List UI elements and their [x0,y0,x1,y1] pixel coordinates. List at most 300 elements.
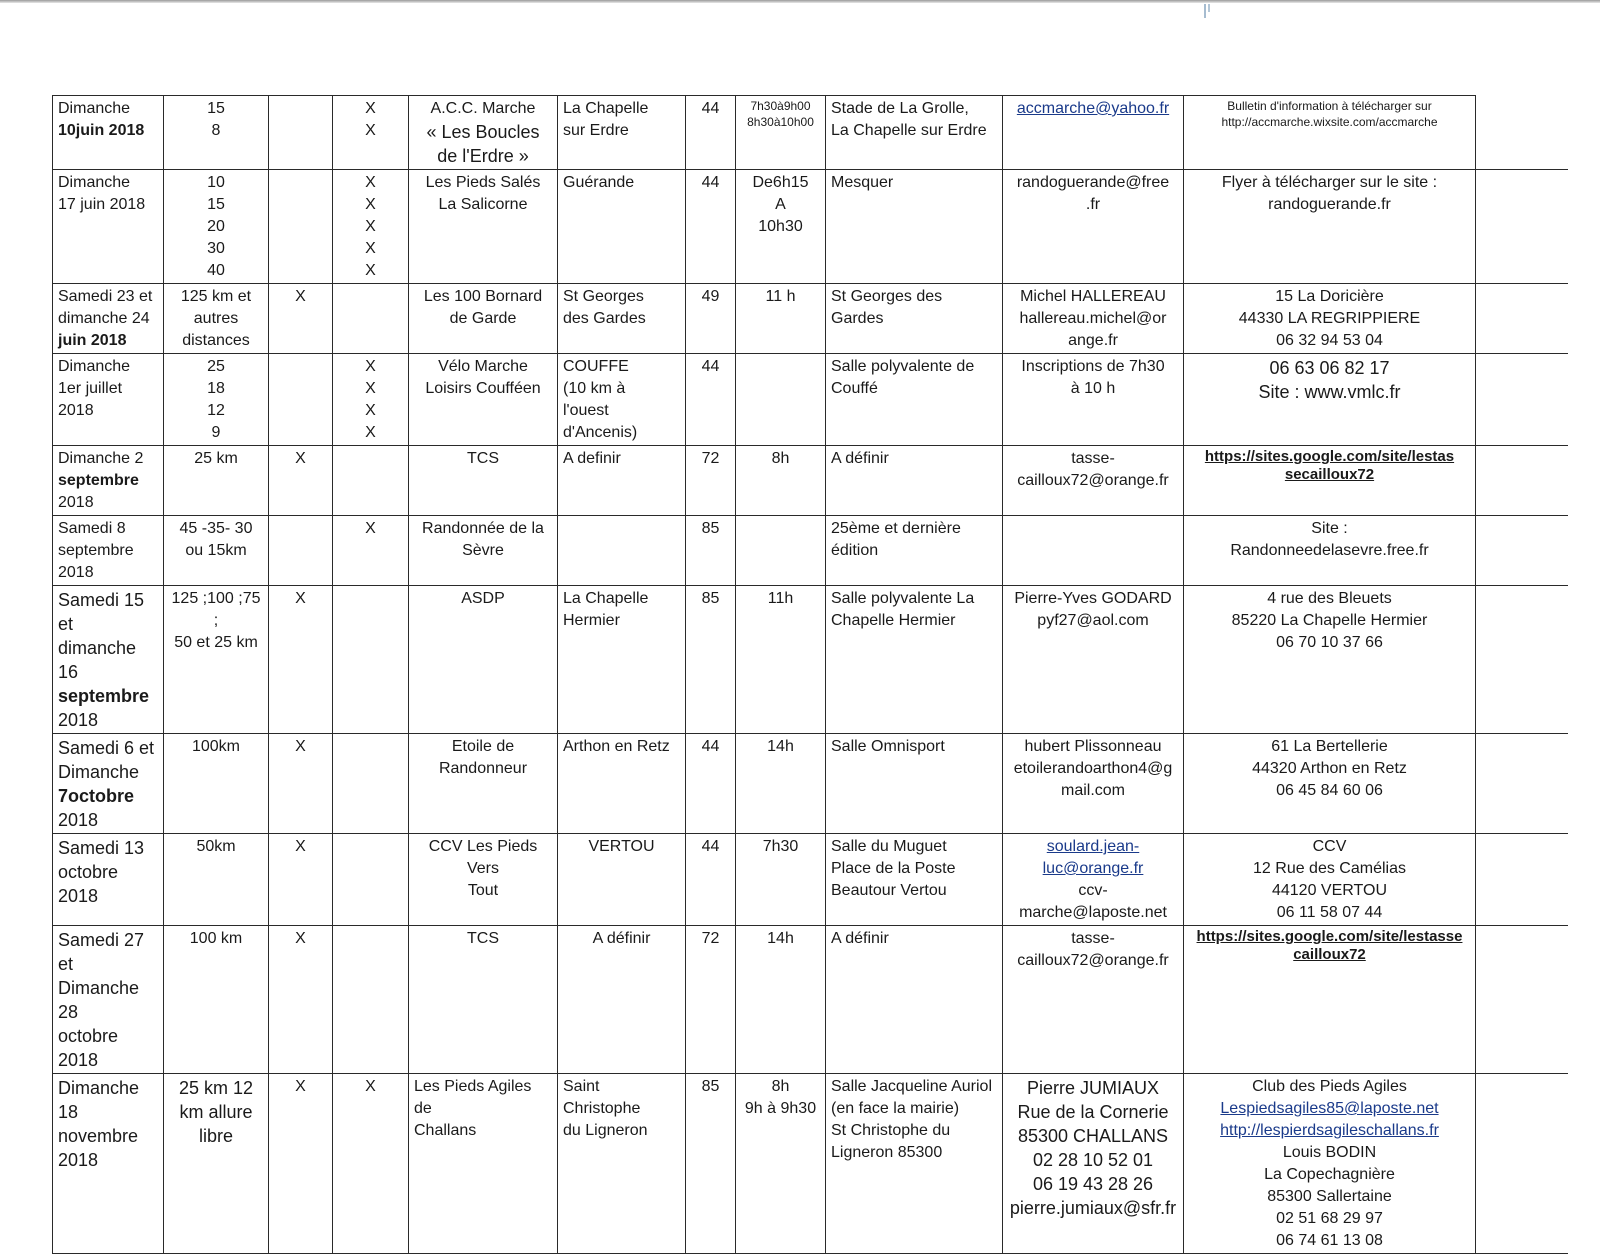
contact-line: ange.fr [1068,332,1118,349]
organizer-line: « Les Boucles [426,122,540,142]
meeting-place-line: Couffé [831,380,878,397]
contact-cell [1003,170,1184,284]
mark-column-1-line: X [295,288,306,305]
info-line: Louis BODIN [1282,1144,1377,1161]
distances-cell [164,170,269,284]
mark-column-2-line: X [365,218,376,235]
mark-column-2-cell [333,516,409,586]
table-row [53,834,1568,926]
contact-line: 85300 CHALLANS [1017,1126,1169,1146]
contact-line: ccv- [1078,882,1108,899]
contact-line: .fr [1085,196,1101,213]
mark-column-2-line: X [365,358,376,375]
info-line: 85300 Sallertaine [1267,1188,1392,1205]
distances-cell [164,284,269,354]
event-date-line: Dimanche [58,100,131,117]
meeting-place-cell [826,834,1003,926]
department-cell [686,834,736,926]
info-cell [1184,354,1476,446]
locality-line: des Gardes [563,310,646,327]
contact-line: tasse- [1071,450,1115,467]
meeting-place-line: A définir [831,450,889,467]
event-date-line: Samedi 6 et [58,738,155,758]
contact-cell [1003,96,1184,170]
event-date-cell [53,446,164,516]
event-date-cell [53,926,164,1074]
start-time-line: 8h [771,1078,790,1095]
department-cell [686,446,736,516]
distances-cell [164,926,269,1074]
info-cell [1184,284,1476,354]
info-line: 02 51 68 29 97 [1276,1210,1383,1227]
mark-column-2-cell [333,354,409,446]
event-date-line: Dimanche [58,174,131,191]
table-row [53,446,1568,516]
trailing-cell [1476,170,1568,284]
event-date-cell [53,284,164,354]
contact-line: Michel HALLEREAU [1020,288,1166,305]
event-date-line: Dimanche 28 [58,978,140,1022]
contact-line: hallereau.michel@or [1019,310,1167,327]
info-line: 4 rue des Bleuets [1267,590,1392,607]
mark-column-2-cell [333,734,409,834]
table-row [53,354,1568,446]
mark-column-1-line: X [295,450,306,467]
start-time-line: 8h [771,450,790,467]
event-date-line: 2018 [58,564,94,581]
event-date-line: Dimanche [58,762,140,782]
department-line: 44 [701,100,720,117]
table-row [53,926,1568,1074]
meeting-place-cell [826,926,1003,1074]
organizer-cell [409,586,558,734]
distances-line: 30 [207,240,225,257]
event-date-line: Samedi 27 et [58,930,145,974]
start-time-cell [736,834,826,926]
mark-column-2-line: X [365,380,376,397]
distances-line: 12 [207,402,225,419]
organizer-line: CCV Les Pieds Vers [428,838,538,877]
event-date-cell [53,170,164,284]
organizer-line: A.C.C. Marche [430,100,536,117]
info-line: http://accmarche.wixsite.com/accmarche [1221,115,1438,129]
department-line: 72 [701,930,720,947]
locality-cell [558,586,686,734]
mark-column-1-line: X [295,930,306,947]
department-cell [686,516,736,586]
locality-line: sur Erdre [563,122,629,139]
organizer-line: Loisirs Coufféen [425,380,541,397]
department-cell [686,734,736,834]
mark-column-2-line: X [365,424,376,441]
department-cell [686,170,736,284]
organizer-line: de l'Erdre » [437,146,529,166]
mark-column-1-cell [269,354,333,446]
contact-cell [1003,586,1184,734]
distances-line: 25 km [194,450,238,467]
event-date-line: Samedi 23 et [58,288,153,305]
meeting-place-line: A définir [831,930,889,947]
info-line: 06 32 94 53 04 [1276,332,1383,349]
distances-line: ou 15km [185,542,247,559]
info-line: 15 La Doricière [1275,288,1384,305]
distances-cell [164,516,269,586]
meeting-place-cell [826,354,1003,446]
meeting-place-line: St Christophe du [831,1122,951,1139]
distances-line: 40 [207,262,225,279]
info-line: 06 63 06 82 17 [1269,358,1390,378]
contact-line: Rue de la Cornerie [1017,1102,1169,1122]
distances-line: 9 [211,424,221,441]
meeting-place-line: Salle polyvalente de [831,358,975,375]
start-time-line: A [775,196,786,213]
department-line: 49 [701,288,720,305]
distances-line: 25 km 12 [178,1078,254,1098]
info-cell [1184,834,1476,926]
event-date-cell [53,516,164,586]
mark-column-2-line: X [365,240,376,257]
info-line: 12 Rue des Camélias [1253,860,1406,877]
trailing-cell [1476,284,1568,354]
info-cell [1184,734,1476,834]
department-line: 44 [701,174,720,191]
contact-cell [1003,516,1184,586]
trailing-cell [1476,734,1568,834]
distances-line: 100km [191,738,241,755]
mark-column-1-cell [269,834,333,926]
distances-line: 50 et 25 km [174,634,258,651]
locality-cell [558,834,686,926]
department-line: 44 [701,838,720,855]
info-line: 44320 Arthon en Retz [1252,760,1407,777]
mark-column-1-cell [269,734,333,834]
meeting-place-line: Salle du Muguet [831,838,947,855]
mark-column-2-line: X [365,100,376,117]
info-cell [1184,516,1476,586]
locality-cell [558,926,686,1074]
info-line[interactable]: secailloux72 [1284,466,1375,483]
event-date-line: Dimanche 2 [58,450,144,467]
contact-cell [1003,734,1184,834]
event-date-line: dimanche 16 [58,638,137,682]
meeting-place-line: 25ème et dernière [831,520,961,537]
department-cell [686,96,736,170]
locality-line: Guérande [563,174,635,191]
schedule-body [53,96,1568,1254]
event-date-line: Dimanche 18 [58,1078,140,1122]
info-line: Bulletin d'information à télécharger sur [1227,99,1432,113]
organizer-cell [409,284,558,354]
distances-line: 50km [196,838,236,855]
info-line[interactable]: Lespiedsagiles85@laposte.net [1220,1100,1439,1117]
locality-cell [558,734,686,834]
department-line: 85 [701,1078,720,1095]
meeting-place-line: La Chapelle sur Erdre [831,122,987,139]
department-line: 44 [701,738,720,755]
distances-line: 15 [207,100,225,117]
mark-column-2-cell [333,96,409,170]
mark-column-2-line: X [365,122,376,139]
info-cell [1184,446,1476,516]
locality-cell [558,354,686,446]
mark-column-1-cell [269,170,333,284]
mark-column-2-cell [333,170,409,284]
distances-line: distances [182,332,250,349]
organizer-line: Sèvre [462,542,504,559]
event-date-line: 17 juin 2018 [58,196,146,213]
meeting-place-cell [826,96,1003,170]
event-date-line: novembre [58,1126,139,1146]
contact-line: tasse- [1071,930,1115,947]
locality-line: (10 km à [563,380,626,397]
info-line[interactable]: https://sites.google.com/site/lestas [1204,448,1455,465]
contact-line[interactable]: soulard.jean- [1046,838,1140,855]
distances-cell [164,734,269,834]
start-time-cell [736,586,826,734]
info-line: Site : www.vmlc.fr [1258,382,1401,402]
meeting-place-line: Beautour Vertou [831,882,947,899]
department-line: 44 [701,358,720,375]
info-line: Flyer à télécharger sur le site : [1221,174,1438,191]
meeting-place-cell [826,586,1003,734]
start-time-line: De6h15 [752,174,809,191]
contact-cell [1003,284,1184,354]
meeting-place-line: Stade de La Grolle, [831,100,969,117]
locality-cell [558,446,686,516]
event-schedule-table [52,95,1568,1254]
start-time-cell [736,284,826,354]
distances-line: 10 [207,174,225,191]
meeting-place-cell [826,284,1003,354]
organizer-line: Les 100 Bornard [423,288,543,305]
table-row [53,96,1568,170]
meeting-place-cell [826,734,1003,834]
contact-line: hubert Plissonneau [1024,738,1162,755]
organizer-line: La Salicorne [438,196,528,213]
organizer-line: Randonneur [438,760,528,777]
organizer-line: ASDP [461,590,505,607]
contact-line: à 10 h [1070,380,1116,397]
event-date-line: 2018 [58,402,94,419]
contact-line: cailloux72@orange.fr [1017,952,1169,969]
organizer-cell [409,926,558,1074]
start-time-cell [736,354,826,446]
distances-cell [164,96,269,170]
info-line: 61 La Bertellerie [1271,738,1388,755]
mark-column-2-line: X [365,196,376,213]
contact-line: 06 19 43 28 26 [1032,1174,1154,1194]
mark-column-1-line: X [295,590,306,607]
locality-line: Arthon en Retz [563,738,670,755]
info-line: 06 74 61 13 08 [1276,1232,1383,1249]
organizer-cell [409,734,558,834]
organizer-line: Les Pieds Agiles de [414,1078,532,1117]
organizer-cell [409,516,558,586]
organizer-cell [409,354,558,446]
distances-cell [164,586,269,734]
info-cell [1184,926,1476,1074]
mark-column-2-cell [333,834,409,926]
department-cell [686,354,736,446]
event-date-cell [53,586,164,734]
mark-column-1-cell [269,516,333,586]
start-time-line: 7h30à9h00 [750,99,811,113]
event-date-line: Samedi 13 [58,838,145,858]
contact-line: cailloux72@orange.fr [1017,472,1169,489]
contact-cell [1003,834,1184,926]
info-line[interactable]: cailloux72 [1293,946,1366,963]
distances-line: 8 [211,122,221,139]
info-cell [1184,96,1476,170]
contact-line: mail.com [1060,782,1125,799]
contact-line[interactable]: luc@orange.fr [1042,860,1144,877]
mark-column-2-line: X [365,1078,376,1095]
organizer-line: Etoile de [451,738,515,755]
event-date-line: juin 2018 [58,332,127,349]
info-line: randoguerande.fr [1268,196,1391,213]
distances-line: libre [198,1126,233,1146]
locality-cell [558,96,686,170]
start-time-cell [736,170,826,284]
contact-cell [1003,446,1184,516]
trailing-cell [1476,926,1568,1074]
event-date-line: septembre [58,472,139,489]
info-line: 44330 LA REGRIPPIERE [1238,310,1421,327]
start-time-cell [736,516,826,586]
event-date-line: dimanche 24 [58,310,150,327]
event-date-line: octobre 2018 [58,862,119,906]
info-line: Randonneedelasevre.free.fr [1230,542,1429,559]
locality-line: l'ouest [563,402,609,419]
mark-column-2-line: X [365,262,376,279]
trailing-cell [1476,516,1568,586]
organizer-line: Randonnée de la [422,520,544,537]
scan-top-edge [0,0,1600,3]
locality-line: du Ligneron [563,1122,648,1139]
contact-line: Pierre JUMIAUX [1026,1078,1160,1098]
table-row [53,516,1568,586]
department-cell [686,926,736,1074]
organizer-line: Vélo Marche [438,358,528,375]
start-time-line: 11h [767,590,794,607]
mark-column-1-cell [269,284,333,354]
trailing-cell [1476,354,1568,446]
table-row [53,586,1568,734]
mark-column-1-cell [269,446,333,516]
event-date-line: 7octobre [58,786,135,806]
organizer-cell [409,834,558,926]
info-line: La Copechagnière [1264,1166,1395,1183]
department-line: 85 [701,520,720,537]
mark-column-1-cell [269,926,333,1074]
trailing-cell [1476,96,1568,170]
distances-line: 125 km et [180,288,252,305]
event-date-cell [53,96,164,170]
distances-line: autres [193,310,239,327]
organizer-line: Challans [414,1122,477,1139]
organizer-line: de Garde [449,310,517,327]
trailing-cell [1476,586,1568,734]
event-date-line: 2018 [58,710,99,730]
locality-line: d'Ancenis) [563,424,638,441]
info-line: Club des Pieds Agiles [1252,1078,1407,1095]
meeting-place-line: Salle Omnisport [831,738,945,755]
locality-line: A définir [592,930,651,947]
meeting-place-cell [826,170,1003,284]
mark-column-2-cell [333,446,409,516]
locality-line: Saint Christophe [563,1078,641,1117]
locality-cell [558,170,686,284]
meeting-place-cell [826,516,1003,586]
mark-column-1-cell [269,96,333,170]
info-cell [1184,170,1476,284]
organizer-line: Les Pieds Salés [425,174,541,191]
info-line[interactable]: https://sites.google.com/site/lestasse [1196,928,1463,945]
info-line: CCV [1312,838,1347,855]
organizer-cell [409,96,558,170]
start-time-cell [736,96,826,170]
event-date-line: 10juin 2018 [58,122,145,139]
distances-line: km allure [179,1102,253,1122]
distances-line: 125 ;100 ;75 ; [171,590,261,629]
organizer-cell [409,170,558,284]
event-date-line: septembre [58,542,134,559]
event-date-cell [53,354,164,446]
event-date-cell [53,834,164,926]
info-line: Site : [1311,520,1348,537]
distances-line: 100 km [189,930,243,947]
event-date-line: septembre [58,686,150,706]
distances-line: 20 [207,218,225,235]
organizer-line: TCS [467,930,499,947]
meeting-place-line: Gardes [831,310,884,327]
meeting-place-line: édition [831,542,879,559]
contact-line[interactable]: accmarche@yahoo.fr [1016,100,1170,117]
event-date-line: 2018 [58,810,99,830]
start-time-cell [736,446,826,516]
contact-cell [1003,926,1184,1074]
locality-line: St Georges [563,288,644,305]
meeting-place-line: Salle polyvalente La [831,590,975,607]
start-time-line: 11 h [765,288,796,305]
mark-column-1-line: X [295,1078,306,1095]
info-line[interactable]: http://lespierdsagileschallans.fr [1220,1122,1439,1139]
locality-line: Hermier [563,612,620,629]
distances-cell [164,354,269,446]
contact-line: pierre.jumiaux@sfr.fr [1009,1198,1177,1218]
event-date-line: 2018 [58,494,94,511]
info-cell [1184,586,1476,734]
mark-column-2-line: X [365,520,376,537]
distances-cell [164,834,269,926]
locality-line: La Chapelle [563,100,649,117]
scan-mark [1208,4,1210,12]
organizer-line: TCS [467,450,499,467]
locality-cell [558,284,686,354]
start-time-line: 10h30 [758,218,803,235]
contact-line: 02 28 10 52 01 [1032,1150,1154,1170]
table-row [53,734,1568,834]
locality-line: COUFFE [563,358,629,375]
mark-column-1-cell [269,586,333,734]
start-time-cell [736,926,826,1074]
contact-line: Pierre-Yves GODARD [1014,590,1172,607]
meeting-place-line: Salle Jacqueline Auriol [831,1078,992,1095]
department-cell [686,284,736,354]
department-line: 72 [701,450,720,467]
locality-line: A definir [563,450,621,467]
meeting-place-line: Place de la Poste [831,860,956,877]
